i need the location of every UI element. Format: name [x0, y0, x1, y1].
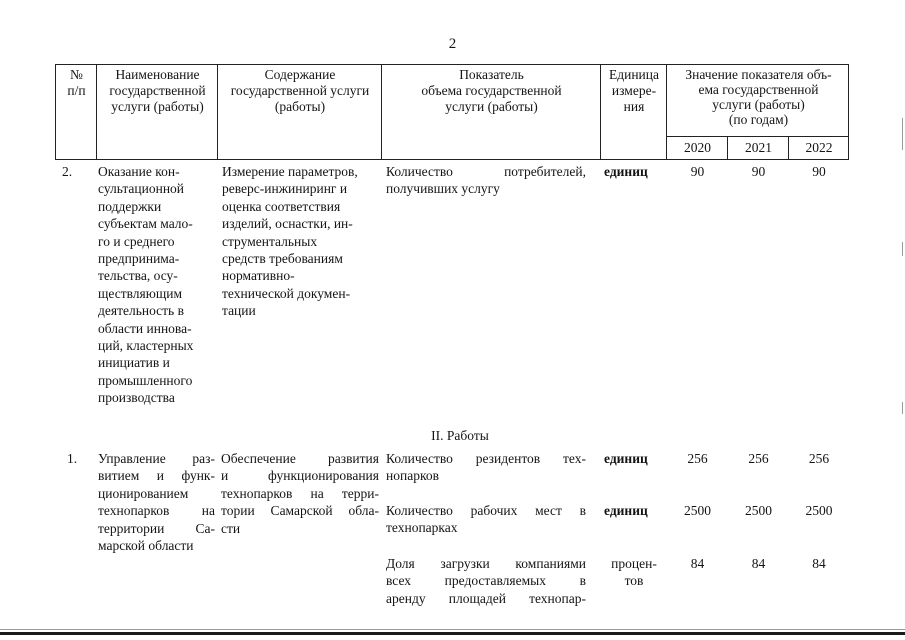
service-name: Оказание кон- сультационной поддержки субъектам мало- го и среднего предпринима- тельства, осу- ществляющим деятельность в области иннова- ций, кластерных инициатив и промышленного производства [98, 164, 194, 406]
page-number: 2 [448, 36, 457, 52]
unit-of-measure: процен- тов [611, 556, 657, 589]
header-unit: Единица измере- ния [608, 67, 659, 114]
header-year-2020: 2020 [684, 140, 711, 155]
header-values-by-year: Значение показателя объ- ема государственной услуги (работы) (по годам) [685, 67, 832, 127]
value-2021: 84 [751, 556, 766, 571]
section-title: II. Работы [431, 428, 489, 443]
value-2021: 2500 [745, 503, 772, 518]
unit-of-measure: единиц [604, 164, 648, 179]
row-number: 1. [67, 451, 78, 466]
value-2020: 2500 [684, 503, 711, 518]
header-volume-indicator: Показатель объема государственной услуги (работы) [421, 67, 562, 114]
unit-of-measure: единиц [604, 503, 648, 518]
volume-indicator: Доля загрузки компаниями всех предоставляемых в аренду площадей технопар- [386, 556, 586, 606]
header-year-2022: 2022 [805, 140, 833, 155]
unit-of-measure: единиц [604, 451, 648, 466]
volume-indicator: Количество потребителей, получивших услугу [386, 164, 586, 197]
value-2022: 2500 [805, 503, 833, 518]
volume-indicator: Количество резидентов тех- нопарков [386, 451, 586, 484]
value-2022: 90 [812, 164, 826, 179]
value-2021: 90 [751, 164, 766, 179]
value-2021: 256 [748, 451, 769, 466]
work-content: Обеспечение развития и функционирования технопарков на терри- тории Самарской обла- сти [221, 451, 379, 536]
value-2020: 84 [690, 556, 705, 571]
scan-bottom-border [0, 632, 905, 635]
service-content: Измерение параметров, реверс-инжиниринг и оценка соответствия изделий, оснастки, ин- струментальных средств требованиям нормативно- технической докумен- тации [222, 164, 358, 319]
header-service-content: Содержание государственной услуги (работы) [230, 67, 370, 114]
volume-indicator: Количество рабочих мест в технопарках [386, 503, 586, 536]
header-year-2021: 2021 [745, 140, 772, 155]
value-2020: 256 [687, 451, 708, 466]
header-number: № п/п [67, 67, 86, 98]
scan-speck [902, 118, 903, 150]
header-service-name: Наименование государственной услуги (работы) [109, 67, 206, 114]
row-number: 2. [62, 164, 73, 179]
work-name: Управление раз- витием и функ- ционированием технопарков на территории Са- марской области [98, 451, 215, 554]
value-2020: 90 [690, 164, 705, 179]
scan-speck [902, 402, 903, 414]
value-2022: 84 [812, 556, 826, 571]
scan-speck [902, 242, 903, 256]
scan-edge-line [0, 629, 905, 630]
value-2022: 256 [808, 451, 830, 466]
